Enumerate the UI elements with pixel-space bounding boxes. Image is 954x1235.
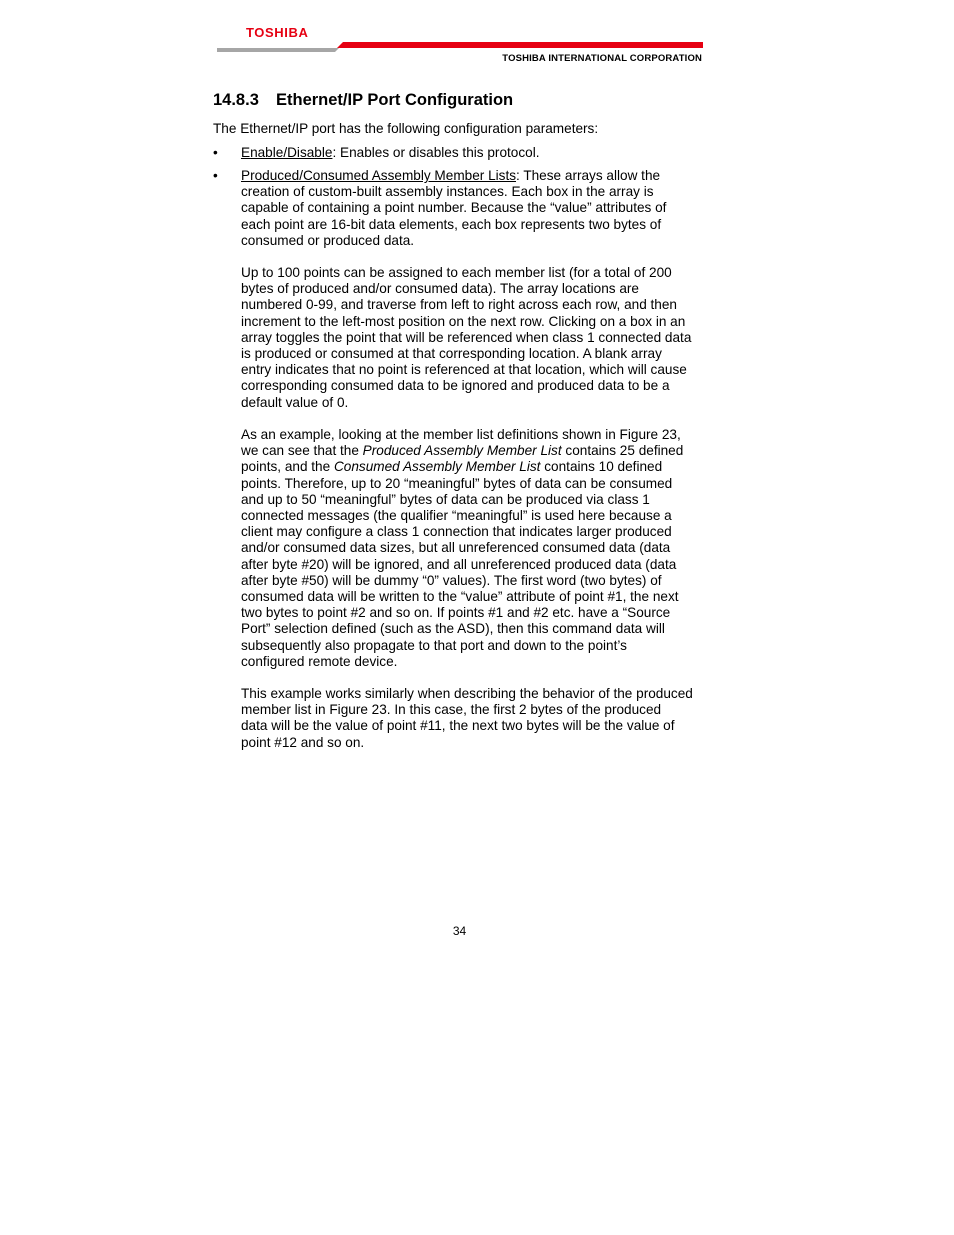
text-line: and up to 50 “meaningful” bytes of data can be produced via class 1	[241, 491, 650, 507]
text-line	[241, 459, 711, 475]
text-line: increment to the left-most position on the next row. Clicking on a box in an	[241, 313, 686, 329]
bullet-symbol: •	[213, 145, 218, 160]
text-fragment: points, and the	[241, 459, 334, 475]
paragraph-produced-behavior	[241, 686, 711, 751]
text-fragment: contains 25 defined	[561, 443, 684, 459]
section-number: 14.8.3	[213, 91, 259, 109]
bullet-description: : These arrays allow the	[516, 168, 661, 183]
text-line: after byte #50) will be dummy “0” values). The first word (two bytes) of	[241, 572, 662, 588]
text-line: each point are 16-bit data elements, each box represents two bytes of	[241, 216, 662, 232]
bullet-term: Enable/Disable	[241, 145, 333, 160]
text-line: connected messages (the qualifier “meaningful” is used here because a	[241, 508, 672, 524]
text-line: consumed or produced data.	[241, 232, 415, 248]
text-line: creation of custom-built assembly instances. Each box in the array is	[241, 184, 654, 200]
text-line: subsequently also propagate to that port and down to the point’s	[241, 637, 627, 653]
consumed-list-name: Consumed Assembly Member List	[333, 459, 541, 475]
text-line: array toggles the point that will be referenced when class 1 connected data	[241, 329, 692, 345]
bullet-first-line	[241, 168, 711, 184]
text-line: is produced or consumed at that corresponding location. A blank array	[241, 346, 662, 362]
intro-paragraph: The Ethernet/IP port has the following configuration parameters:	[213, 121, 599, 136]
text-line: point #12 and so on.	[241, 734, 365, 750]
text-line: data will be the value of point #11, the next two bytes will be the value of	[241, 718, 675, 734]
text-line: client may configure a class 1 connection that indicates larger produced	[241, 524, 672, 540]
text-line: Port” selection defined (such as the ASD), then this command data will	[241, 621, 665, 637]
page-number: 34	[452, 924, 467, 938]
text-line: This example works similarly when describing the behavior of the produced	[241, 686, 693, 701]
bullet-text	[241, 168, 711, 249]
bullet-term: Produced/Consumed Assembly Member Lists	[241, 168, 517, 183]
text-line: numbered 0-99, and traverse from left to right across each row, and then	[241, 297, 677, 313]
text-line: capable of containing a point number. Because the “value” attributes of	[241, 200, 667, 216]
text-fragment: we can see that the	[241, 443, 363, 459]
bullet-text	[241, 145, 540, 161]
text-line: corresponding consumed data to be ignored and produced data to be a	[241, 378, 670, 394]
red-stripe	[337, 42, 703, 48]
paragraph-example	[241, 427, 711, 670]
text-line: and/or consumed data sizes, but all unreferenced consumed data (data	[241, 540, 671, 556]
toshiba-logo: TOSHIBA	[246, 25, 309, 40]
text-line: Up to 100 points can be assigned to each member list (for a total of 200	[241, 265, 672, 280]
text-line: after byte #20) will be ignored, and all unreferenced produced data (data	[241, 556, 677, 572]
text-line: configured remote device.	[241, 653, 398, 669]
gray-stripe	[217, 48, 339, 52]
bullet-symbol: •	[213, 168, 218, 183]
corporation-name: TOSHIBA INTERNATIONAL CORPORATION	[502, 53, 702, 64]
text-line: points. Therefore, up to 20 “meaningful” bytes of data can be consumed	[241, 475, 673, 491]
text-fragment: contains 10 defined	[540, 459, 663, 475]
text-line: member list in Figure 23. In this case, the first 2 bytes of the produced	[241, 702, 662, 718]
section-heading	[213, 91, 513, 110]
text-line: As an example, looking at the member list definitions shown in Figure 23,	[241, 427, 681, 442]
text-line	[241, 443, 711, 459]
text-line: default value of 0.	[241, 394, 349, 410]
produced-list-name: Produced Assembly Member List	[362, 443, 562, 459]
text-line: entry indicates that no point is referenced at that location, which will cause	[241, 362, 687, 378]
text-line: consumed data will be written to the “value” attribute of point #1, the next	[241, 589, 679, 605]
bullet-description: : Enables or disables this protocol.	[332, 145, 540, 160]
text-line: two bytes to point #2 and so on. If points #1 and #2 etc. have a “Source	[241, 605, 671, 621]
header-stripes	[217, 40, 705, 52]
text-line: bytes of produced and/or consumed data). The array locations are	[241, 281, 639, 297]
paragraph-member-list-size	[241, 265, 711, 411]
section-title: Ethernet/IP Port Configuration	[276, 91, 514, 109]
